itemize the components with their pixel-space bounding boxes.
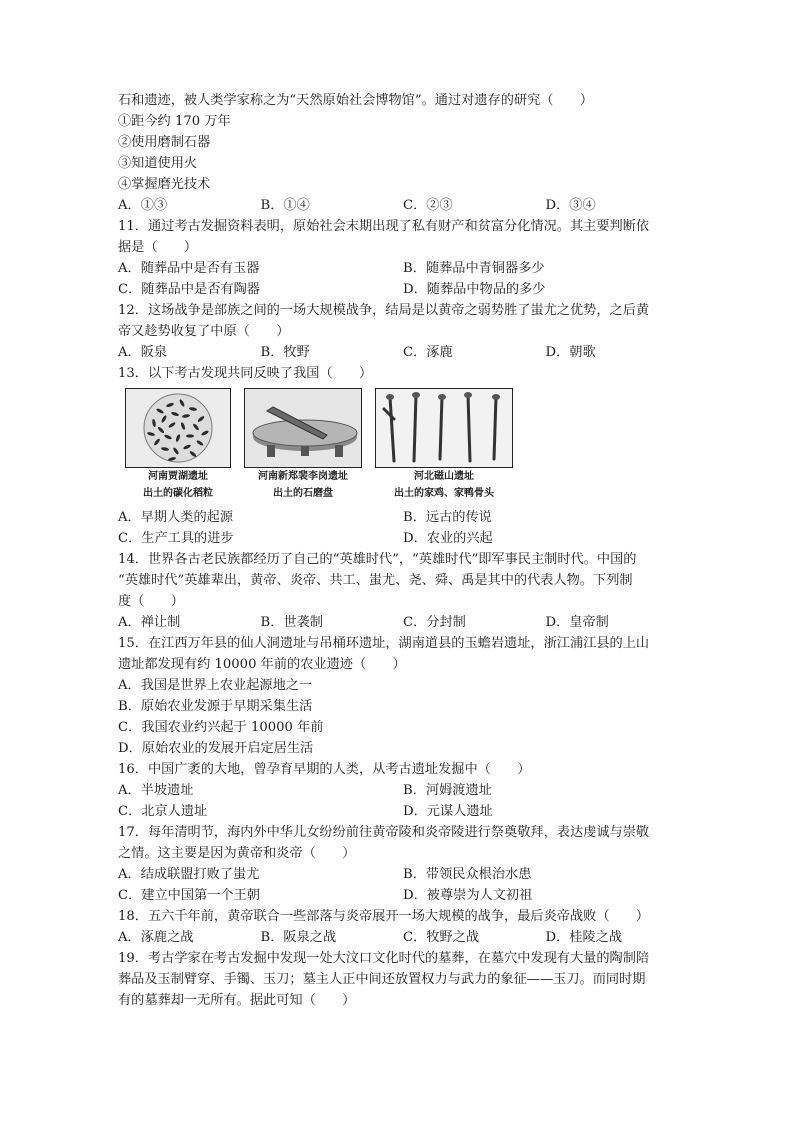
q13-options-row-2 (118, 528, 688, 549)
option-a[interactable]: A．结成联盟打败了蚩尤 (118, 867, 260, 882)
option-a[interactable]: A．禅让制 (118, 615, 181, 630)
option-d[interactable]: D．桂陵之战 (545, 930, 623, 945)
option-b[interactable]: B．①④ (260, 198, 310, 213)
option-c[interactable]: C．涿鹿 (403, 345, 453, 360)
option-c[interactable]: C．随葬品中是否有陶器 (118, 282, 260, 297)
figure-caption: 出土的家鸡、家鸭骨头 (394, 488, 494, 499)
q16-options-row-1 (118, 780, 688, 801)
option-c[interactable]: C．②③ (403, 198, 453, 213)
question-12-stem-cont: 帝又趁势收复了中原（ ） (118, 324, 290, 339)
question-15-stem: 15．在江西万年县的仙人洞遗址与吊桶环遗址，湖南道县的玉蟾岩遗址，浙江浦江县的上山 (118, 636, 650, 651)
option-b[interactable]: B．原始农业发源于早期采集生活 (118, 699, 313, 714)
option-c[interactable]: C．生产工具的进步 (118, 531, 234, 546)
question-11-stem: 11．通过考古发掘资料表明，原始社会末期出现了私有财产和贫富分化情况。其主要判断依 (118, 219, 650, 234)
question-11-stem-cont: 据是（ ） (118, 240, 198, 255)
q12-options (118, 342, 688, 363)
option-d[interactable]: D．元谋人遗址 (403, 804, 493, 819)
q10-options (118, 195, 688, 216)
question-14-stem-cont: “英雄时代”英雄辈出，黄帝、炎帝、共工、蚩尤、尧、舜、禹是其中的代表人物。下列制 (118, 573, 633, 588)
figure-caption: 出土的碳化稻粒 (143, 488, 213, 499)
bones-image (375, 388, 513, 468)
option-d[interactable]: D．朝歌 (545, 345, 596, 360)
option-d[interactable]: D．农业的兴起 (403, 531, 493, 546)
q14-options (118, 612, 688, 633)
exam-page (118, 90, 688, 1011)
option-b[interactable]: B．河姆渡遗址 (403, 783, 492, 798)
question-14-stem-cont: 度（ ） (118, 594, 184, 609)
q10-statement-4: ④掌握磨光技术 (118, 177, 211, 192)
option-d[interactable]: D．原始农业的发展开启定居生活 (118, 741, 314, 756)
option-b[interactable]: B．世袭制 (260, 615, 323, 630)
question-19-stem: 19．考古学家在考古发掘中发现一处大汶口文化时代的墓葬，在墓穴中发现有大量的陶制陪 (118, 951, 650, 966)
question-12-stem: 12．这场战争是部族之间的一场大规模战争，结局是以黄帝之弱势胜了蚩尤之优势，之后黄 (118, 303, 650, 318)
q16-options-row-2 (118, 801, 688, 822)
option-c[interactable]: C．分封制 (403, 615, 466, 630)
rice-grains-image (125, 388, 231, 468)
option-d[interactable]: D．皇帝制 (545, 615, 609, 630)
question-18-stem: 18．五六千年前，黄帝联合一些部落与炎帝展开一场大规模的战争，最后炎帝战败（ ） (118, 909, 650, 924)
q10-statement-1: ①距今约 170 万年 (118, 114, 231, 129)
option-b[interactable]: B．带领民众根治水患 (403, 867, 532, 882)
option-a[interactable]: A．随葬品中是否有玉器 (118, 261, 260, 276)
option-a[interactable]: A．我国是世界上农业起源地之一 (118, 678, 313, 693)
option-d[interactable]: D．随葬品中物品的多少 (403, 282, 546, 297)
q17-options-row-2 (118, 885, 688, 906)
q11-options-row-1 (118, 258, 688, 279)
question-16-stem: 16．中国广袤的大地，曾孕育早期的人类，从考古遗址发掘中（ ） (118, 762, 531, 777)
option-a[interactable]: A．涿鹿之战 (118, 930, 194, 945)
figure-caption: 出土的石磨盘 (273, 488, 333, 499)
option-c[interactable]: C．北京人遗址 (118, 804, 208, 819)
option-a[interactable]: A．①③ (118, 198, 168, 213)
option-d[interactable]: D．被尊崇为人文初祖 (403, 888, 533, 903)
option-b[interactable]: B．随葬品中青铜器多少 (403, 261, 545, 276)
q13-figures (118, 388, 688, 506)
option-c[interactable]: C．建立中国第一个王朝 (118, 888, 260, 903)
q10-statement-3: ③知道使用火 (118, 156, 198, 171)
option-c[interactable]: C．牧野之战 (403, 930, 480, 945)
option-b[interactable]: B．远古的传说 (403, 510, 492, 525)
option-c[interactable]: C．我国农业约兴起于 10000 年前 (118, 720, 324, 735)
q17-options-row-1 (118, 864, 688, 885)
option-d[interactable]: D．③④ (545, 198, 596, 213)
option-a[interactable]: A．阪泉 (118, 345, 168, 360)
option-b[interactable]: B．阪泉之战 (260, 930, 337, 945)
question-17-stem-cont: 之情。这主要是因为黄帝和炎帝（ ） (118, 846, 356, 861)
question-13-stem: 13．以下考古发现共同反映了我国（ ） (118, 366, 373, 381)
q18-options (118, 927, 688, 948)
option-b[interactable]: B．牧野 (260, 345, 310, 360)
figure-rice-grains (122, 388, 234, 506)
figure-bones (374, 388, 514, 506)
grinding-stone-image (244, 388, 362, 468)
question-17-stem: 17．每年清明节，海内外中华儿女纷纷前往黄帝陵和炎帝陵进行祭奠敬拜，表达虔诚与崇敬 (118, 825, 650, 840)
q10-statement-2: ②使用磨制石器 (118, 135, 211, 150)
question-10-stem: 石和遗迹，被人类学家称之为“天然原始社会博物馆”。通过对遗存的研究（ ） (118, 93, 594, 108)
question-19-stem-cont: 有的墓葬却一无所有。据此可知（ ） (118, 993, 356, 1008)
q13-options-row-1 (118, 507, 688, 528)
option-a[interactable]: A．半坡遗址 (118, 783, 194, 798)
option-a[interactable]: A．早期人类的起源 (118, 510, 234, 525)
q11-options-row-2 (118, 279, 688, 300)
figure-grinding-stone (236, 388, 370, 506)
figure-caption: 河南贾湖遗址 (148, 471, 208, 482)
question-14-stem: 14．世界各古老民族都经历了自己的“英雄时代”，“英雄时代”即军事民主制时代。中国的 (118, 552, 637, 567)
figure-caption: 河南新郑裴李岗遗址 (258, 471, 348, 482)
question-15-stem-cont: 遗址都发现有约 10000 年前的农业遗迹（ ） (118, 657, 406, 672)
question-19-stem-cont: 葬品及玉制臂穿、手镯、玉刀；墓主人正中间还放置权力与武力的象征——玉刀。而同时期 (118, 972, 646, 987)
figure-caption: 河北磁山遗址 (414, 471, 474, 482)
